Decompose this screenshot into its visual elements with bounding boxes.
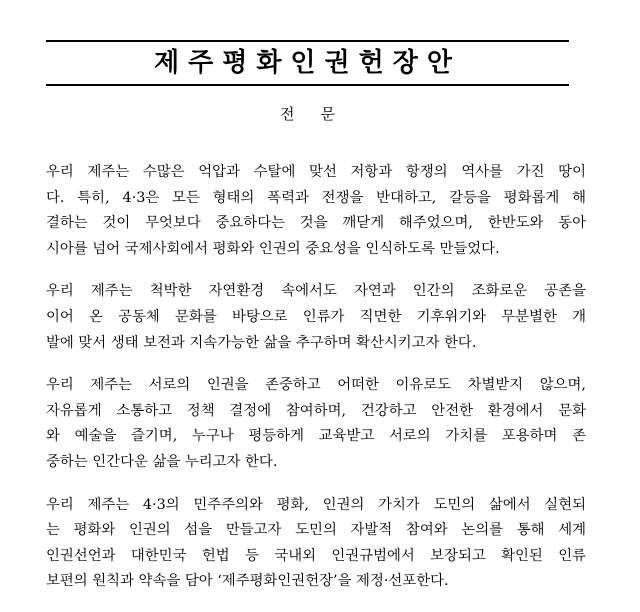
paragraph-3 (46, 373, 586, 475)
paragraph-1 (46, 160, 586, 262)
title-block (46, 40, 569, 86)
paragraph-line: 우리 제주는 수많은 억압과 수탈에 맞선 저항과 항쟁의 역사를 가진 땅이 (46, 164, 586, 180)
paragraph-line: 인권선언과 대한민국 헌법 등 국내외 인권규범에서 보장되고 확인된 인류 (46, 547, 586, 564)
paragraph-line: 는 평화와 인권의 섬을 만들고자 도민의 자발적 참여와 논의를 통해 세계 (46, 522, 586, 539)
paragraph-line: 자유롭게 소통하고 정책 결정에 참여하며, 건강하고 안전한 환경에서 문화 (46, 402, 586, 419)
title-bottom-rule (46, 84, 569, 86)
paragraph-line: 우리 제주는 서로의 인권을 존중하고 어떠한 이유로도 차별받지 않으며, (46, 377, 586, 394)
document-title: 제주평화인권헌장안 (153, 48, 462, 78)
paragraph-line: 보편의 원칙과 약속을 담아 ‘제주평화인권헌장’을 제정·선포한다. (46, 573, 449, 590)
paragraph-line: 우리 제주는 4·3의 민주주의와 평화, 인권의 가치가 도민의 삶에서 실현되 (46, 496, 586, 513)
paragraph-line: 발에 맞서 생태 보전과 지속가능한 삶을 추구하며 확산시키고자 한다. (46, 334, 477, 351)
paragraph-line: 이어 온 공동체 문화를 바탕으로 인류가 직면한 기후위기와 무분별한 개 (46, 308, 586, 325)
section-heading: 전문 (280, 105, 361, 123)
paragraph-line: 와 예술을 즐기며, 누구나 평등하게 교육받고 서로의 가치를 포용하며 존 (46, 428, 586, 445)
paragraph-line: 우리 제주는 척박한 자연환경 속에서도 자연과 인간의 조화로운 공존을 (46, 283, 586, 300)
paragraph-line: 결하는 것이 무엇보다 중요하다는 것을 깨닫게 해주었으며, 한반도와 동아 (46, 215, 586, 232)
paragraph-line: 중하는 인간다운 삶을 누리고자 한다. (46, 453, 278, 470)
title-top-rule (46, 40, 569, 42)
paragraph-line: 시아를 넘어 국제사회에서 평화와 인권의 중요성을 인식하도록 만들었다. (46, 240, 500, 257)
paragraph-line: 다. 특히, 4·3은 모든 형태의 폭력과 전쟁을 반대하고, 갈등을 평화롭게 해 (46, 189, 586, 206)
preamble-body (46, 160, 586, 612)
paragraph-4 (46, 493, 586, 595)
paragraph-2 (46, 279, 586, 356)
